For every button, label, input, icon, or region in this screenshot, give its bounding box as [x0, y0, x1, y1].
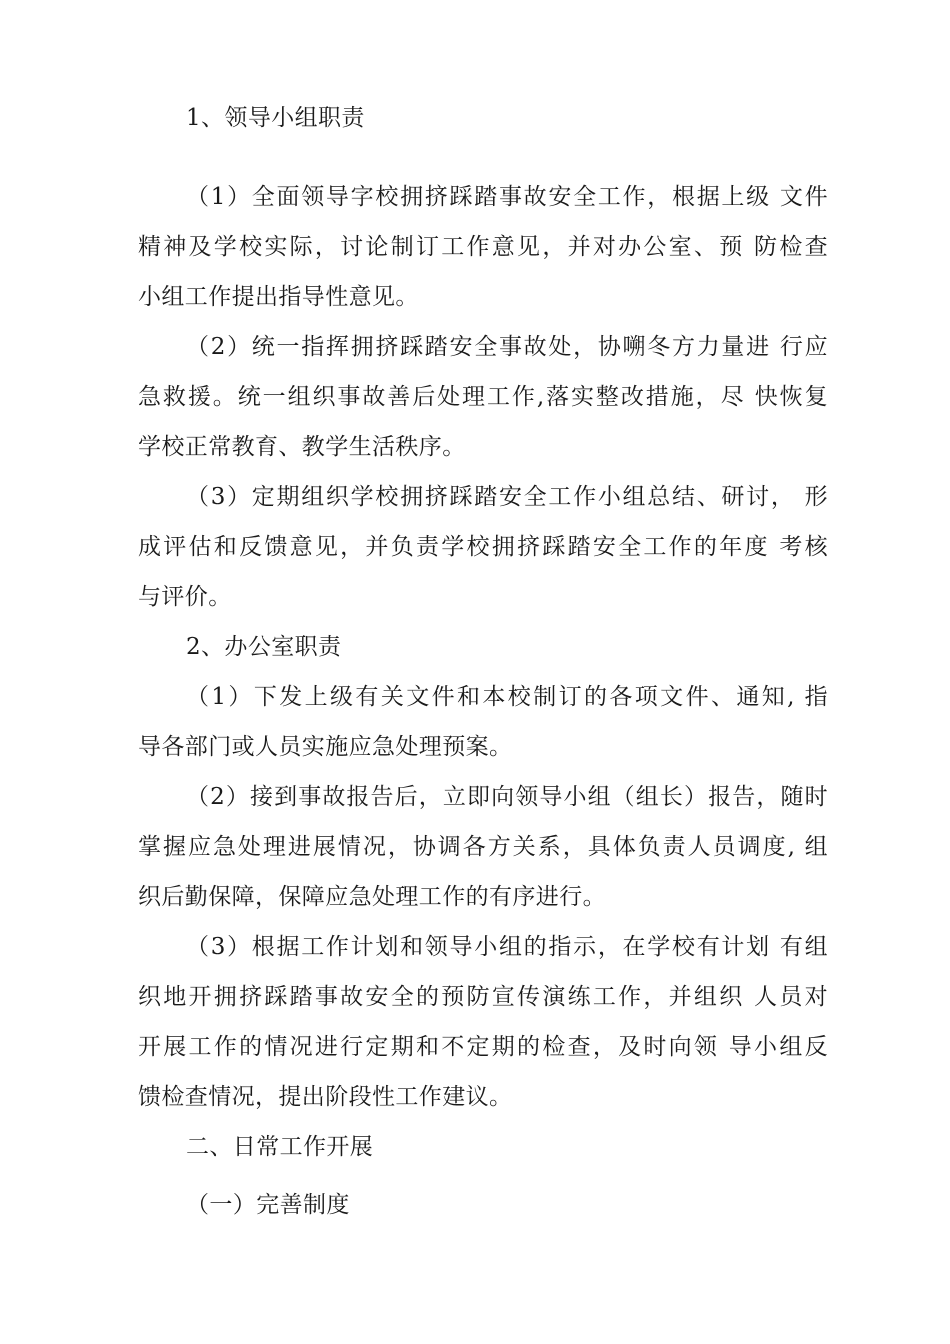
heading-leadership-duties: 1、领导小组职责 [186, 105, 365, 131]
paragraph-line: （3）根据工作计划和领导小组的指示，在学校有计划 有组 [186, 934, 828, 960]
paragraph-line: 成评估和反馈意见，并负责学校拥挤踩踏安全工作的年度 考核 [138, 534, 828, 560]
paragraph-line: 馈检查情况，提出阶段性工作建议。 [138, 1084, 513, 1110]
heading-improve-system: （一）完善制度 [186, 1192, 350, 1218]
paragraph-line: 与评价。 [138, 584, 232, 610]
paragraph-line: （1）下发上级有关文件和本校制订的各项文件、通知, 指 [186, 684, 828, 710]
paragraph-line: （3）定期组织学校拥挤踩踏安全工作小组总结、研讨， 形 [186, 484, 828, 510]
paragraph-line: 急救援。统一组织事故善后处理工作,落实整改措施，尽 快恢复 [138, 384, 828, 410]
paragraph-line: （1）全面领导字校拥挤踩踏事故安全工作，根据上级 文件 [186, 184, 828, 210]
paragraph-line: （2）接到事故报告后，立即向领导小组（组长）报告，随时 [186, 784, 828, 810]
paragraph-line: （2）统一指挥拥挤踩踏安全事故处，协嗍冬方力量进 行应 [186, 334, 828, 360]
paragraph-line: 开展工作的情况进行定期和不定期的检查，及时向领 导小组反 [138, 1034, 828, 1060]
paragraph-line: 织地开拥挤踩踏事故安全的预防宣传演练工作，并组织 人员对 [138, 984, 828, 1010]
heading-daily-work: 二、日常工作开展 [186, 1134, 374, 1160]
paragraph-line: 织后勤保障，保障应急处理工作的有序进行。 [138, 884, 606, 910]
heading-office-duties: 2、办公室职责 [186, 634, 342, 660]
paragraph-line: 导各部门或人员实施应急处理预案。 [138, 734, 513, 760]
paragraph-line: 学校正常教育、教学生活秩序。 [138, 434, 466, 460]
paragraph-line: 掌握应急处理进展情况，协调各方关系，具体负责人员调度, 组 [138, 834, 828, 860]
paragraph-line: 小组工作提出指导性意见。 [138, 284, 419, 310]
paragraph-line: 精神及学校实际，讨论制订工作意见，并对办公室、预 防检查 [138, 234, 828, 260]
